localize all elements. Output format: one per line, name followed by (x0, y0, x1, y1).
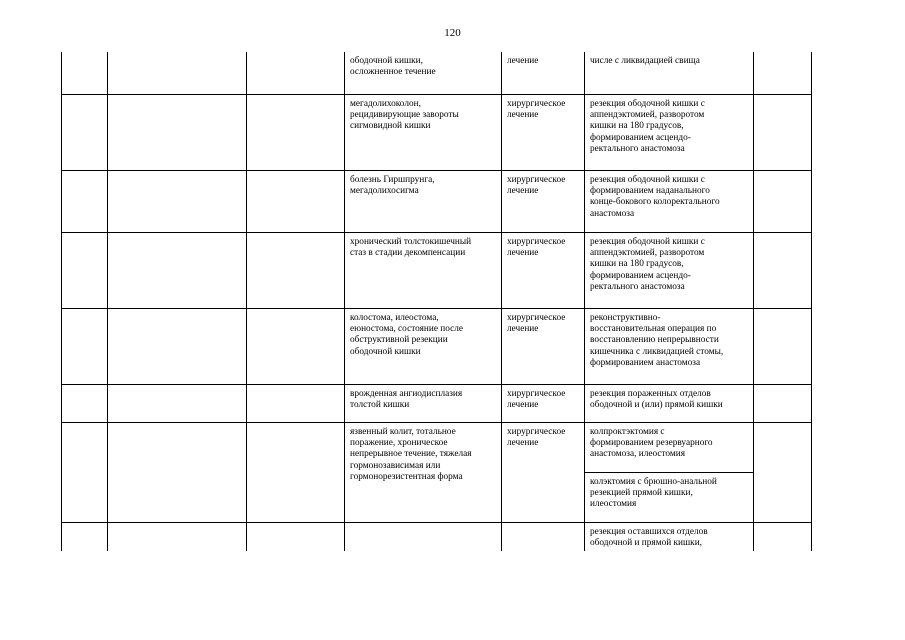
cell-number (62, 232, 108, 308)
cell-code (247, 308, 345, 384)
cell-diagnosis: болезнь Гиршпрунга, мегадолихосигма (345, 170, 502, 232)
cell-group (108, 522, 247, 551)
cell-treatment: хирургическое лечение (502, 94, 585, 170)
cell-cost (754, 52, 812, 94)
cell-diagnosis: врожденная ангиодисплазия толстой кишки (345, 384, 502, 422)
cell-number (62, 522, 108, 551)
cell-treatment: хирургическое лечение (502, 232, 585, 308)
cell-treatment: хирургическое лечение (502, 422, 585, 522)
cell-diagnosis (345, 522, 502, 551)
cell-method: резекция пораженных отделов ободочной и (или) прямой кишки (585, 384, 754, 422)
cell-code (247, 232, 345, 308)
cell-diagnosis: мегадолихоколон, рецидивирующие завороты сигмовидной кишки (345, 94, 502, 170)
table-row (62, 52, 812, 94)
cell-code (247, 170, 345, 232)
cell-cost (754, 522, 812, 551)
table-row (62, 170, 812, 232)
cell-code (247, 52, 345, 94)
cell-number (62, 422, 108, 522)
treatment-table (61, 52, 812, 551)
cell-method: реконструктивно- восстановительная операция по восстановлению непрерывности кишечника с ликвидацией стомы, формированием анастомоза (585, 308, 754, 384)
cell-cost (754, 308, 812, 384)
cell-treatment (502, 522, 585, 551)
page-number: 120 (444, 27, 461, 39)
cell-method: колпроктэктомия с формированием резервуарного анастомоза, илеостомия (585, 422, 754, 472)
table-row (62, 384, 812, 422)
cell-group (108, 94, 247, 170)
cell-number (62, 170, 108, 232)
cell-method: числе с ликвидацией свища (585, 52, 754, 94)
cell-method: резекция ободочной кишки с аппендэктомией, разворотом кишки на 180 градусов, формированием асцендо- ректального анастомоза (585, 94, 754, 170)
cell-method: резекция ободочной кишки с аппендэктомией, разворотом кишки на 180 градусов, формированием асцендо- ректального анастомоза (585, 232, 754, 308)
cell-treatment: хирургическое лечение (502, 170, 585, 232)
cell-cost (754, 232, 812, 308)
cell-method: колэктомия с брюшно-анальной резекцией прямой кишки, илеостомия (585, 472, 754, 522)
table-row (62, 232, 812, 308)
cell-code (247, 522, 345, 551)
cell-number (62, 308, 108, 384)
cell-code (247, 94, 345, 170)
cell-diagnosis: колостома, илеостома, еюностома, состояние после обструктивной резекции ободочной кишки (345, 308, 502, 384)
table-row (62, 94, 812, 170)
cell-group (108, 52, 247, 94)
cell-diagnosis: хронический толстокишечный стаз в стадии декомпенсации (345, 232, 502, 308)
cell-number (62, 52, 108, 94)
cell-group (108, 232, 247, 308)
table-row (62, 522, 812, 551)
cell-cost (754, 94, 812, 170)
cell-diagnosis: ободочной кишки, осложненное течение (345, 52, 502, 94)
cell-diagnosis: язвенный колит, тотальное поражение, хроническое непрерывное течение, тяжелая гормонозависимая или гормонорезистентная форма (345, 422, 502, 522)
table-row (62, 308, 812, 384)
cell-code (247, 422, 345, 522)
cell-method: резекция ободочной кишки с формированием наданального конце-бокового колоректального анастомоза (585, 170, 754, 232)
cell-group (108, 170, 247, 232)
cell-treatment: лечение (502, 52, 585, 94)
cell-number (62, 384, 108, 422)
cell-treatment: хирургическое лечение (502, 384, 585, 422)
cell-method: резекция оставшихся отделов ободочной и прямой кишки, (585, 522, 754, 551)
cell-cost (754, 384, 812, 422)
cell-treatment: хирургическое лечение (502, 308, 585, 384)
cell-code (247, 384, 345, 422)
cell-cost (754, 422, 812, 522)
cell-group (108, 422, 247, 522)
cell-cost (754, 170, 812, 232)
table-row (62, 422, 812, 472)
cell-number (62, 94, 108, 170)
cell-group (108, 308, 247, 384)
cell-group (108, 384, 247, 422)
